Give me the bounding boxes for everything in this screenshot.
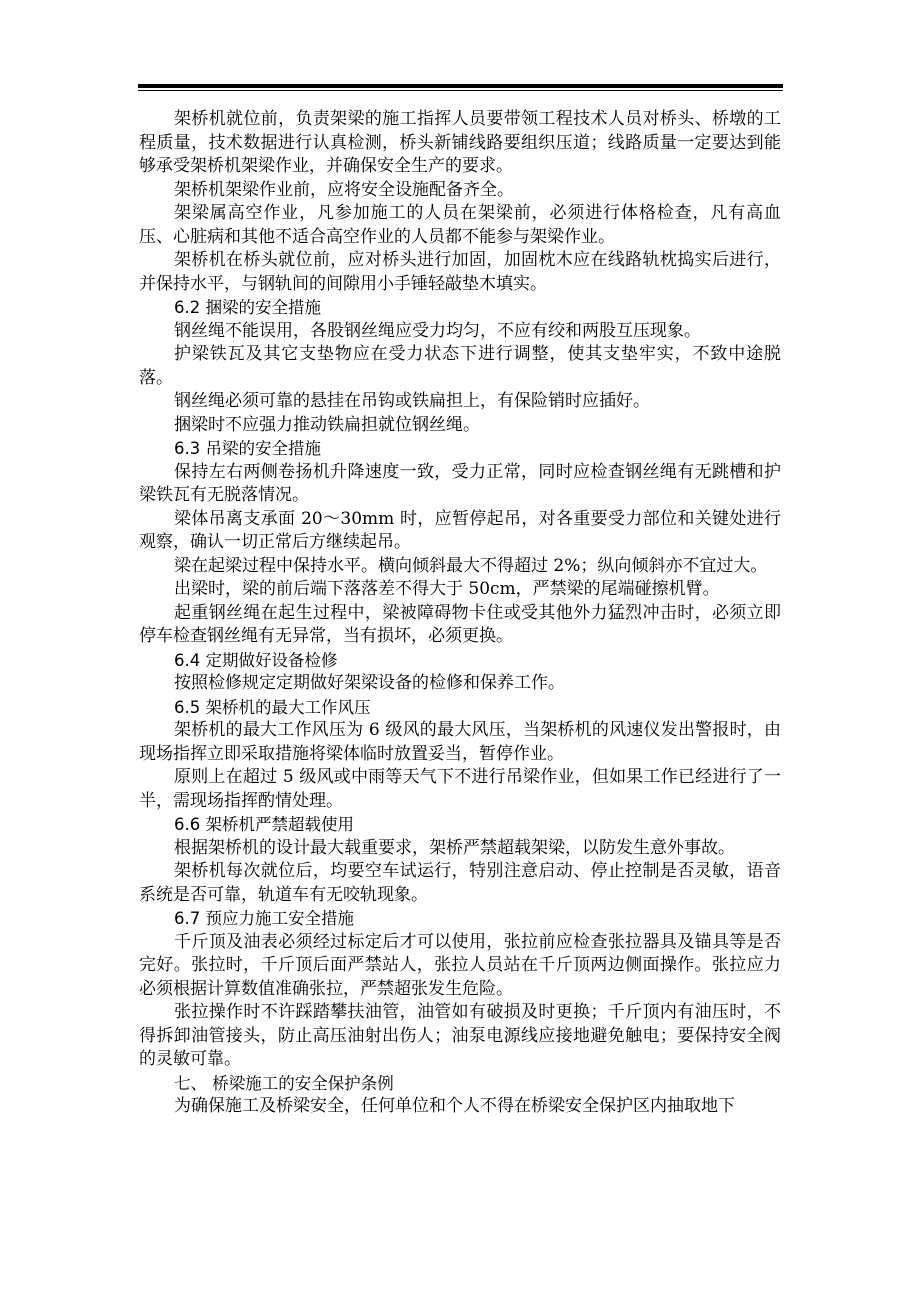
paragraph: 为确保施工及桥梁安全，任何单位和个人不得在桥梁安全保护区内抽取地下	[174, 1096, 735, 1116]
section-heading: 6.2 捆梁的安全措施	[174, 298, 321, 317]
paragraph: 钢丝绳不能误用，各股钢丝绳应受力均匀，不应有绞和两股互压现象。	[174, 320, 701, 341]
header-rule-thick	[138, 84, 783, 88]
paragraph: 保持左右两侧卷扬机升降速度一致，受力正常，同时应检查钢丝绳有无跳槽和护梁铁瓦有无脱落情况。	[139, 461, 781, 505]
header-rule-thin	[138, 90, 783, 91]
paragraph: 架桥机就位前，负责架梁的施工指挥人员要带领工程技术人员对桥头、桥墩的工程质量，技术数据进行认真检测，桥头新铺线路要组织压道；线路质量一定要达到能够承受架桥机架梁作业，并确保安全生产的要求。	[139, 109, 781, 176]
paragraph: 架桥机架梁作业前，应将安全设施配备齐全。	[174, 179, 514, 200]
paragraph: 捆梁时不应强力推动铁扁担就位钢丝绳。	[174, 414, 480, 435]
section-heading: 七、 桥梁施工的安全保护条例	[174, 1073, 394, 1093]
paragraph: 张拉操作时不许踩踏攀扶油管，油管如有破损及时更换；千斤顶内有油压时，不得拆卸油管接头，防止高压油射出伤人；油泵电源线应接地避免触电；要保持安全阀的灵敏可靠。	[139, 1002, 781, 1069]
paragraph: 架桥机在桥头就位前，应对桥头进行加固，加固枕木应在线路轨枕捣实后进行，并保持水平，与钢轨间的间隙用小手锤轻敲垫木填实。	[139, 250, 781, 294]
paragraph: 梁在起梁过程中保持水平。横向倾斜最大不得超过 2%；纵向倾斜亦不宜过大。	[174, 555, 768, 576]
paragraph: 出梁时，梁的前后端下落落差不得大于 50cm，严禁梁的尾端碰擦机臂。	[174, 579, 720, 599]
paragraph: 起重钢丝绳在起生过程中，梁被障碍物卡住或受其他外力猛烈冲击时，必须立即停车检查钢丝绳有无异常，当有损坏，必须更换。	[139, 602, 781, 646]
paragraph: 架桥机的最大工作风压为 6 级风的最大风压，当架桥机的风速仪发出警报时，由现场指挥立即采取措施将梁体临时放置妥当，暂停作业。	[139, 720, 781, 764]
paragraph: 架梁属高空作业，凡参加施工的人员在架梁前，必须进行体格检查，凡有高血压、心脏病和其他不适合高空作业的人员都不能参与架梁作业。	[139, 203, 781, 247]
paragraph: 按照检修规定定期做好架梁设备的检修和保养工作。	[174, 673, 565, 693]
section-heading: 6.5 架桥机的最大工作风压	[174, 697, 371, 717]
paragraph: 架桥机每次就位后，均要空车试运行，特别注意启动、停止控制是否灵敏，语音系统是否可靠，轨道车有无咬轨现象。	[139, 861, 781, 905]
section-heading: 6.6 架桥机严禁超载使用	[174, 815, 354, 834]
section-heading: 6.3 吊梁的安全措施	[174, 439, 321, 458]
paragraph: 原则上在超过 5 级风或中雨等天气下不进行吊梁作业，但如果工作已经进行了一半，需现场指挥酌情处理。	[139, 767, 781, 811]
paragraph: 梁体吊离支承面 20～30mm 时，应暂停起吊，对各重要受力部位和关键处进行观察，确认一切正常后方继续起吊。	[139, 508, 781, 552]
section-heading: 6.7 预应力施工安全措施	[174, 909, 354, 928]
paragraph: 钢丝绳必须可靠的悬挂在吊钩或铁扁担上，有保险销时应插好。	[174, 391, 650, 411]
section-heading: 6.4 定期做好设备检修	[174, 650, 338, 670]
paragraph: 根据架桥机的设计最大载重要求，架桥严禁超载架梁，以防发生意外事故。	[174, 837, 735, 858]
paragraph: 护梁铁瓦及其它支垫物应在受力状态下进行调整，使其支垫牢实，不致中途脱落。	[139, 344, 781, 388]
document-body	[139, 108, 781, 1119]
paragraph: 千斤顶及油表必须经过标定后才可以使用，张拉前应检查张拉器具及锚具等是否完好。张拉时，千斤顶后面严禁站人，张拉人员站在千斤顶两边侧面操作。张拉应力必须根据计算数值准确张拉，严禁超张发生危险。	[139, 931, 781, 999]
